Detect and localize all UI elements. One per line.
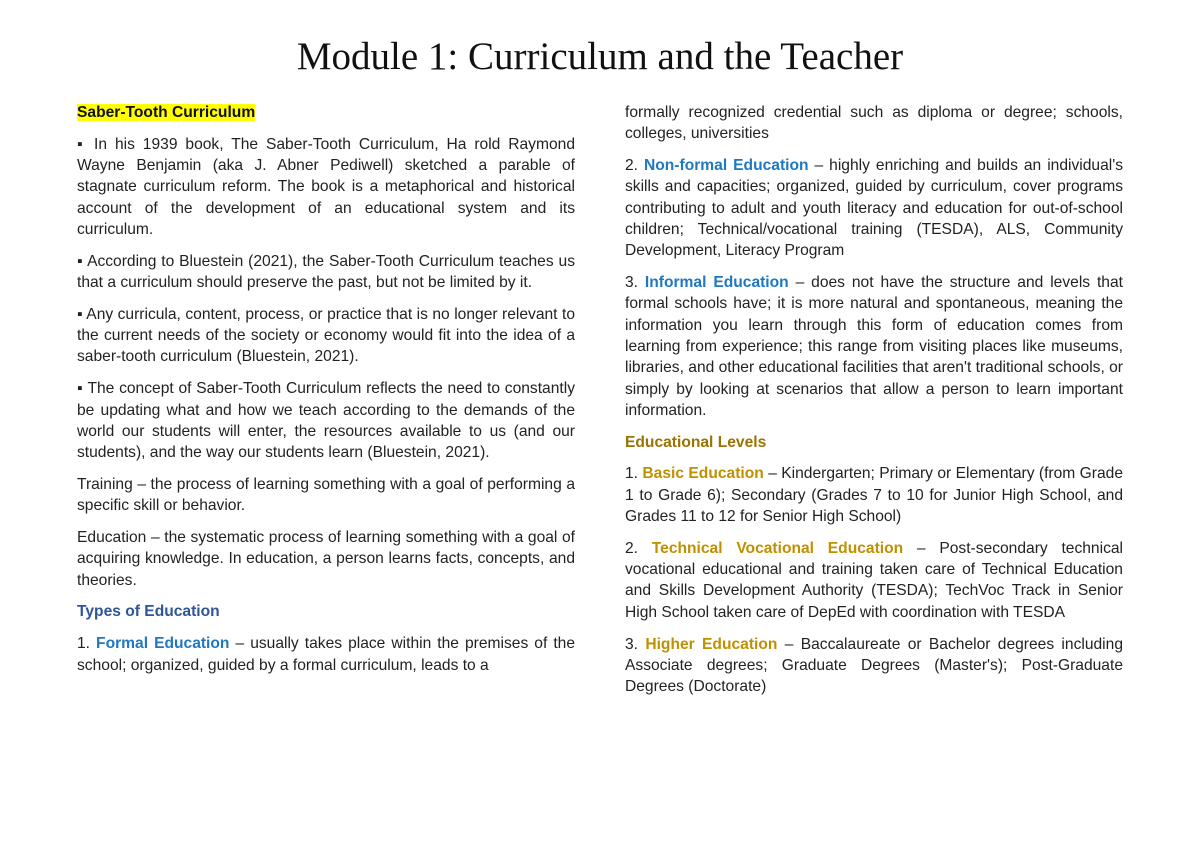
nonformal-education-term: Non-formal Education	[644, 157, 809, 175]
left-column	[77, 102, 575, 686]
highlighted-heading-text: Saber-Tooth Curriculum	[77, 104, 256, 121]
training-definition: Training – the process of learning something with a goal of performing a specific skill or behavior.	[77, 475, 575, 515]
item-number: 3.	[625, 635, 646, 653]
page-title: Module 1: Curriculum and the Teacher	[296, 35, 904, 78]
techvoc-education-term: Technical Vocational Education	[651, 539, 904, 557]
item-number: 1.	[77, 635, 97, 653]
bullet-paragraph: ▪ In his 1939 book, The Saber-Tooth Curriculum, Ha rold Raymond Wayne Benjamin (aka J. Abner Pediwell) sketched a parable of stagnate curriculum reform. The book is a metaphorical and historical account of the development of an educational system and its curriculum.	[77, 135, 575, 238]
right-column	[625, 102, 1123, 708]
basic-education-term: Basic Education	[642, 465, 764, 483]
basic-education-item	[625, 463, 1123, 527]
higher-education-item	[625, 634, 1123, 698]
item-description: – Post-secondary technical vocational educational and training taken care of Technical Education and Skills Development Authority (TESDA); TechVoc Track in Senior High School taken care of DepEd with coordination with TESDA	[625, 539, 1124, 621]
item-description: – does not have the structure and levels that formal schools have; it is more natural and spontaneous, meaning the information you learn through this form of education comes from learning from experience; this range from visiting places like museums, libraries, and other educational facilities that aren't traditional schools, or simply by looking at scenarios that allow a person to learn important information.	[625, 274, 1123, 419]
nonformal-education-item	[625, 155, 1123, 261]
formal-education-item	[77, 633, 575, 676]
item-number: 2.	[625, 157, 644, 175]
types-of-education-heading: Types of Education	[77, 603, 220, 621]
formal-education-continuation: formally recognized credential such as diploma or degree; schools, colleges, universities	[625, 104, 1123, 143]
item-description: – highly enriching and builds an individual's skills and capacities; organized, guided by curriculum, cover programs contributing to adult and youth literacy and education for out-of-school children; Technical/vocational training (TESDA), ALS, Community Development, Literacy Program	[625, 157, 1124, 260]
bullet-paragraph: ▪ According to Bluestein (2021), the Saber-Tooth Curriculum teaches us that a curriculum should preserve the past, but not be limited by it.	[77, 252, 575, 292]
item-number: 1.	[625, 465, 643, 483]
saber-tooth-heading	[77, 102, 575, 123]
item-description: – Baccalaureate or Bachelor degrees including Associate degrees; Graduate Degrees (Master's); Post-Graduate Degrees (Doctorate)	[625, 635, 1123, 696]
item-number: 2.	[625, 539, 652, 557]
bullet-paragraph: ▪ Any curricula, content, process, or practice that is no longer relevant to the current needs of the society or economy would fit into the idea of a saber-tooth curriculum (Bluestein, 2021).	[77, 305, 575, 366]
techvoc-education-item	[625, 538, 1123, 623]
bullet-paragraph: ▪ The concept of Saber-Tooth Curriculum reflects the need to constantly be updating what and how we teach according to the demands of the world our students will enter, the resources available to us (and our students), and the way our students learn (Bluestein, 2021).	[77, 380, 575, 462]
higher-education-term: Higher Education	[645, 635, 778, 653]
informal-education-term: Informal Education	[644, 274, 789, 292]
item-description: – Kindergarten; Primary or Elementary (from Grade 1 to Grade 6); Secondary (Grades 7 to 10 for Junior High School, and Grades 11 to 12 for Senior High School)	[625, 465, 1123, 526]
education-definition: Education – the systematic process of learning something with a goal of acquiring knowledge. In education, a person learns facts, concepts, and theories.	[77, 529, 575, 589]
formal-education-term: Formal Education	[96, 635, 230, 653]
informal-education-item	[625, 272, 1123, 421]
item-number: 3.	[625, 274, 645, 292]
educational-levels-heading: Educational Levels	[625, 433, 767, 451]
item-description: – usually takes place within the premises of the school; organized, guided by a formal curriculum, leads to a	[77, 635, 575, 674]
